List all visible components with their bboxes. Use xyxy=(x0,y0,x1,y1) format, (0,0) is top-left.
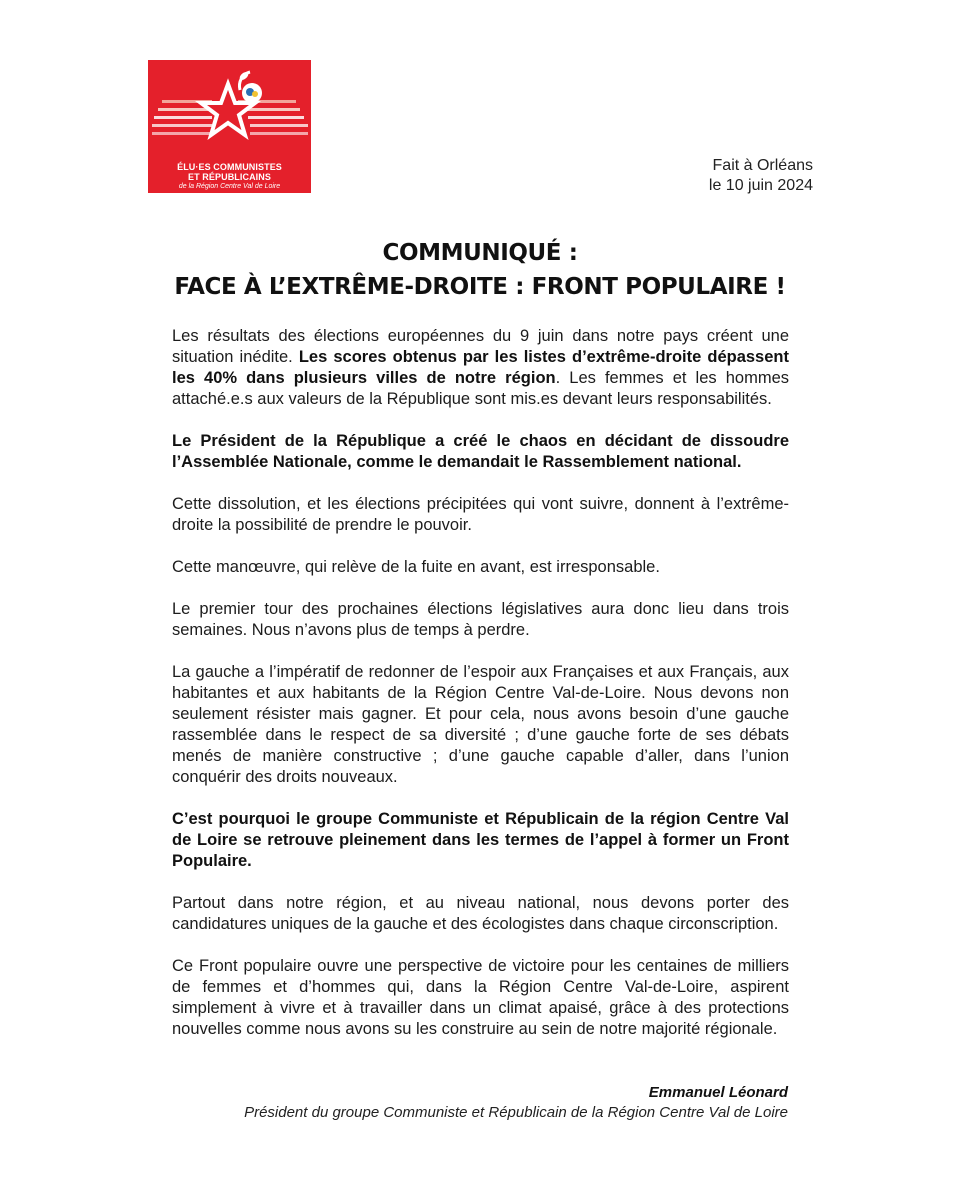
paragraph-6: La gauche a l’impératif de redonner de l’espoir aux Françaises et aux Français, aux habitantes et aux habitants de la Région Centre Val-de-Loire. Nous devons non seulement résister mais gagner. Et pour cela, nous avons besoin d’une gauche rassemblée dans le respect de sa diversité ; d’une gauche forte de ses débats menés de manière constructive ; d’une gauche capable d’aller, dans l’union conquérir des droits nouveaux. xyxy=(172,663,789,786)
place-date xyxy=(709,156,813,196)
paragraph-4: Cette manœuvre, qui relève de la fuite en avant, est irresponsable. xyxy=(172,558,660,576)
paragraph-2-text: Le Président de la République a créé le chaos en décidant de dissoudre l’Assemblée Nationale, comme le demandait le Rassemblement national. xyxy=(172,432,789,471)
paragraph-5: Le premier tour des prochaines élections législatives aura donc lieu dans trois semaines. Nous n’avons plus de temps à perdre. xyxy=(172,600,789,639)
paragraph-7 xyxy=(172,809,789,872)
paragraph-2 xyxy=(172,431,789,473)
paragraph-1-highlight: Les scores obtenus par les listes d’extrême-droite dépassent les 40% dans plusieurs villes de notre région xyxy=(172,348,789,387)
paragraph-1 xyxy=(172,326,789,410)
date: le 10 juin 2024 xyxy=(708,177,813,194)
signature xyxy=(244,1083,788,1123)
place: Fait à Orléans xyxy=(712,157,813,174)
paragraph-1-intro: Les résultats des élections européennes du 9 juin dans notre pays créent une situation inédite. xyxy=(172,327,789,366)
paragraph-8: Partout dans notre région, et au niveau national, nous devons porter des candidatures uniques de la gauche et des écologistes dans chaque circonscription. xyxy=(172,894,789,933)
page-title xyxy=(0,236,960,304)
communique-body xyxy=(172,326,789,1040)
logo-line-1: ÉLU·ES COMMUNISTES xyxy=(177,162,282,172)
title-line-1: COMMUNIQUÉ : xyxy=(382,240,578,266)
logo-line-2: ET RÉPUBLICAINS xyxy=(187,172,271,182)
signature-name: Emmanuel Léonard xyxy=(648,1084,788,1101)
paragraph-1-end: . Les femmes et les hommes attaché.e.s aux valeurs de la République sont mis.es devant leurs responsabilités. xyxy=(172,369,789,408)
title-line-2: FACE À L’EXTRÊME-DROITE : FRONT POPULAIRE ! xyxy=(174,274,786,300)
paragraph-7-text: C’est pourquoi le groupe Communiste et Républicain de la région Centre Val de Loire se retrouve pleinement dans les termes de l’appel à former un Front Populaire. xyxy=(172,810,789,870)
logo xyxy=(148,60,311,193)
logo-line-3: de la Région Centre Val de Loire xyxy=(178,183,281,190)
signature-title: Président du groupe Communiste et Républicain de la Région Centre Val de Loire xyxy=(244,1104,788,1121)
paragraph-9: Ce Front populaire ouvre une perspective de victoire pour les centaines de milliers de femmes et d’hommes qui, dans la Région Centre Val-de-Loire, aspirent simplement à vivre et à travailler dans un climat apaisé, grâce à des protections nouvelles comme nous avons su les construire au sein de notre majorité régionale. xyxy=(172,957,789,1038)
paragraph-3: Cette dissolution, et les élections précipitées qui vont suivre, donnent à l’extrême-droite la possibilité de prendre le pouvoir. xyxy=(172,495,789,534)
